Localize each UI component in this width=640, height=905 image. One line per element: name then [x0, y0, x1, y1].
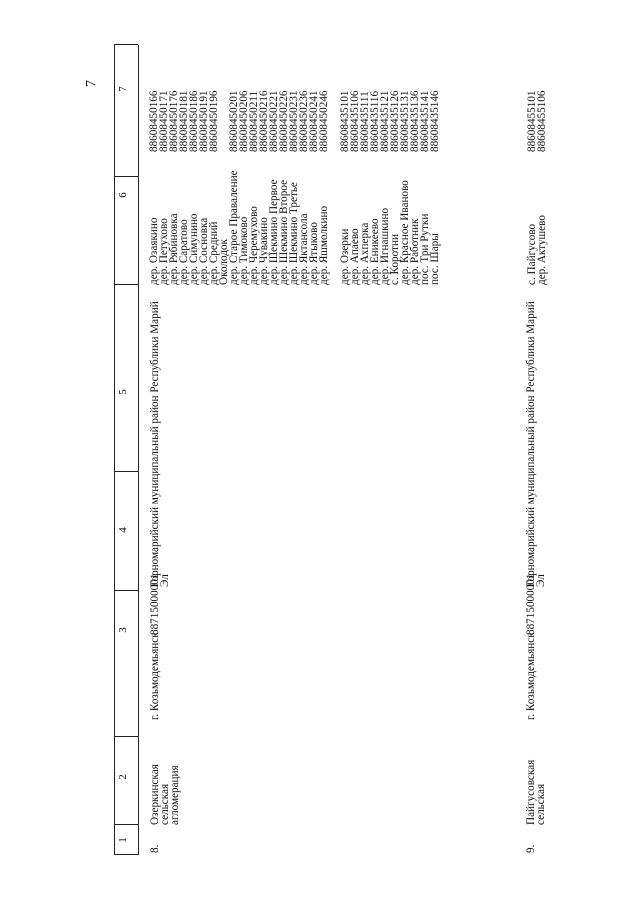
- list-item: пос. Три Рутки: [419, 213, 431, 285]
- row-number: 9.: [525, 844, 537, 853]
- col-sep: [114, 736, 138, 737]
- code-item: 88608435101: [339, 90, 351, 152]
- list-item: дер. Ахперка: [359, 222, 371, 285]
- list-item: дер. Еникеево: [369, 218, 381, 285]
- list-item: дер. Озерки: [339, 228, 351, 285]
- list-item: дер. Шекмино Третье: [288, 182, 300, 285]
- list-item: дер. Симунино: [188, 213, 200, 285]
- code-item: 88608450221: [268, 90, 280, 152]
- code-item: 88608450246: [318, 90, 330, 152]
- header-bottom-rule: [138, 45, 139, 855]
- list-item: Околодок: [218, 239, 230, 285]
- list-item: дер. Сосновка: [198, 217, 210, 285]
- code-item: 88608450176: [168, 90, 180, 152]
- list-item: дер. Яшмолкино: [318, 205, 330, 285]
- list-item: дер. Игнашкино: [379, 207, 391, 285]
- oktmo-code: 88715000001: [149, 573, 161, 635]
- code-item: 88608450186: [188, 90, 200, 152]
- code-item: 88608435121: [379, 90, 391, 152]
- code-item: 88608450206: [238, 90, 250, 152]
- list-item: дер. Красное Иваново: [399, 180, 411, 285]
- municipal-district: Горномарийский муниципальный район Республики Марий Эл: [149, 301, 172, 587]
- list-item: дер. Шекмино Первое: [268, 179, 280, 285]
- list-item: пос. Шары: [429, 233, 441, 285]
- list-item: с. Пайгусово: [526, 223, 538, 285]
- list-item: дер. Саратово: [178, 219, 190, 285]
- code-item: 88608435136: [409, 90, 421, 152]
- code-item: 88608435126: [389, 90, 401, 152]
- code-item: 88608435141: [419, 90, 431, 152]
- municipal-district: Горномарийский муниципальный район Республики Марий Эл: [525, 301, 548, 587]
- code-item: 88608450211: [248, 90, 260, 152]
- list-item: дер. Петухово: [158, 218, 170, 285]
- code-item: 88608450196: [208, 90, 220, 152]
- city-name: г. Козьмодемьянск: [149, 632, 161, 720]
- list-item: дер. Чувакино: [258, 217, 270, 285]
- column-number: 7: [117, 86, 129, 92]
- city-name: г. Козьмодемьянск: [525, 632, 537, 720]
- code-item: 88608435146: [429, 90, 441, 152]
- column-number: 6: [117, 192, 129, 198]
- list-item: дер. Яктансола: [298, 213, 310, 285]
- code-item: 88608435111: [359, 91, 371, 152]
- row-number: 8.: [149, 844, 161, 853]
- list-item: дер. Озаякино: [148, 217, 160, 285]
- code-item: 88608450236: [298, 90, 310, 152]
- column-number: 5: [117, 389, 129, 395]
- list-item: с. Коротни: [389, 234, 401, 285]
- list-item: дер. Средний: [208, 221, 220, 285]
- code-item: 88608450171: [158, 90, 170, 152]
- list-item: дер. Работник: [409, 218, 421, 285]
- code-item: 88608450241: [308, 90, 320, 152]
- list-item: дер. Актушево: [536, 215, 548, 285]
- agglomeration-name: Озеркинская сельская агломерация: [149, 764, 182, 825]
- list-item: дер. Рябиновка: [168, 213, 180, 285]
- code-item: 88608450226: [278, 90, 290, 152]
- code-item: 88608455106: [536, 90, 548, 152]
- page-number: 7: [84, 80, 99, 87]
- header-top-rule: [114, 45, 115, 855]
- list-item: дер. Черемухово: [248, 206, 260, 285]
- code-item: 88608435106: [349, 90, 361, 152]
- list-item: дер. Апаево: [349, 228, 361, 285]
- col-sep: [114, 44, 138, 45]
- code-item: 88608450231: [288, 90, 300, 152]
- code-item: 88608455101: [526, 90, 538, 152]
- code-item: 88608450201: [228, 90, 240, 152]
- column-number: 3: [117, 627, 129, 633]
- column-number: 2: [117, 774, 129, 780]
- col-sep: [114, 284, 138, 285]
- col-sep: [114, 471, 138, 472]
- agglomeration-name: Пайгусовская сельская: [525, 759, 548, 825]
- code-item: 88608450191: [198, 90, 210, 152]
- code-item: 88608435116: [369, 90, 381, 152]
- oktmo-code: 88715000001: [525, 573, 537, 635]
- code-item: 88608450216: [258, 90, 270, 152]
- code-item: 88608450166: [148, 90, 160, 152]
- list-item: дер. Ятыково: [308, 222, 320, 285]
- code-item: 88608435131: [399, 90, 411, 152]
- column-number: 1: [117, 837, 129, 843]
- column-number: 4: [117, 527, 129, 533]
- list-item: дер. Тимоково: [238, 216, 250, 285]
- list-item: дер. Шекмино Второе: [278, 179, 290, 285]
- code-item: 88608450181: [178, 90, 190, 152]
- col-sep: [114, 590, 138, 591]
- list-item: дер. Старое Праваление: [228, 170, 240, 285]
